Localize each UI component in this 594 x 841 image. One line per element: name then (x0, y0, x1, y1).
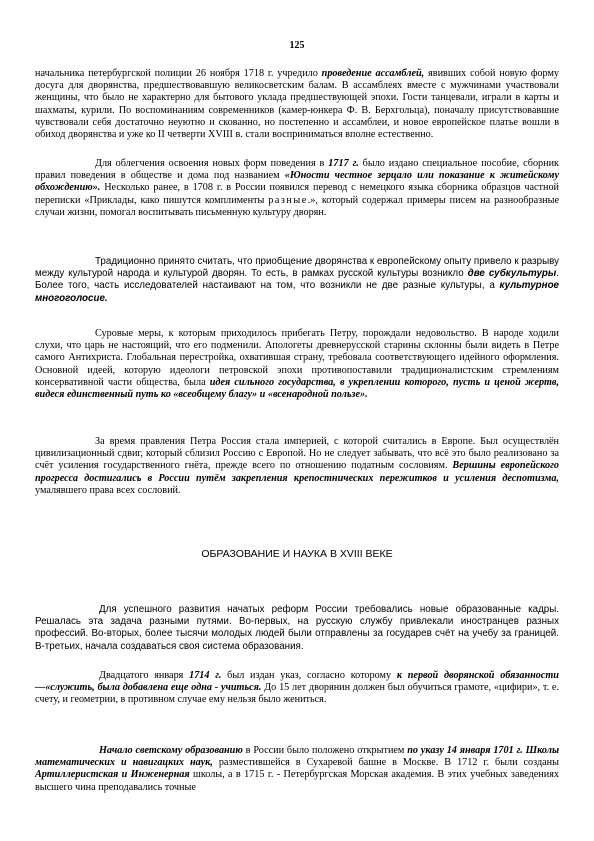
text: явивших собой новую форму досуга для дворянства, предшествовавшую великосветским балам. В ассамблеях вместе с мужчинами участвовали женщины, что было не характерно для бытового уклада предшествующей эпохи. Гости танцевали, играли в карты и шахматы, курили. По воспоминаниям современников (камер-юнкера Ф. В. Берхгольца), поначалу присутствовавшие чувствовали себя достаточно неуютно и скованно, но постепенно и ассамблеи, и новое европейское платье вошли в обиход дворянства и уже ко II четверти XVIII в. стали восприниматься вполне естественно. (35, 68, 559, 141)
emphasis: Артиллеристская и Инженерная (35, 769, 190, 781)
paragraph-etiquette (35, 158, 559, 219)
emphasis: культурное многоголосие. (35, 280, 559, 304)
emphasis: к первой дворянской обязанности —«служить, была добавлена еще одна - учиться. (35, 670, 559, 694)
text: . Более того, часть исследователей настаивают на том, что возникли не две разные культуры, а (35, 268, 559, 292)
emphasis: Начало светскому образованию (99, 745, 243, 756)
paragraph-subcultures (35, 256, 559, 305)
paragraph-discontent (35, 328, 559, 401)
emphasis: Вершины европейского прогресса достигались в России путём закрепления крепостнических пережитков и усиления деспотизма, (35, 460, 559, 484)
text: было издано специальное пособие, сборник правил поведения в обществе и дома под названием (35, 158, 559, 182)
text: Традиционно принято считать, что приобщение дворянства к европейскому опыту привело к разрыву между культурой народа и культурой дворян. То есть, в рамках русской культуры возникло (35, 256, 560, 280)
paragraph-assemblies (35, 68, 559, 141)
text: До 15 лет дворянин должен был обучиться грамоте, «цифири», т. е. счету, и геометрии, в противном случае ему нельзя было жениться. (35, 682, 559, 706)
text: ды, како пишутся комплименты (121, 194, 269, 206)
paragraph-secular-education (35, 745, 559, 794)
text: начальника петербургской полиции 26 ноября 1718 г. учредило (35, 68, 322, 79)
emphasis: 1717 г. (328, 158, 359, 169)
text: Двадцатого января (99, 670, 190, 681)
emphasis: проведение ассамблей, (321, 68, 425, 79)
text: Суровые меры, к которым приходилось прибегать Петру, порождали недовольство. В народе ходили слухи, что царь не настоящий, что его подменили. Апологеты древнерусской старины склонны были видеть в Петре самого Антихриста. Глобальная перестройка, охватившая страну, требовала соответствующего идейного оформления. Основной идеей, которую идеологи петровской эпохи противопоставили традиционалистским стремлениям консервативной части общества, была (35, 328, 559, 388)
emphasis: по указу 14 января 1701 г. Школы математических и навигацких наук, (35, 745, 560, 769)
text: .», который содержал примеры писем на разнообразные случаи жизни, помогал воспитывать письменную культуру дворян. (35, 194, 559, 218)
text: в России было положено открытием (242, 745, 408, 756)
paragraph-empire (35, 436, 559, 497)
text: разместившейся в Сухаревой башне в Москве. В 1712 г. были созданы (212, 757, 559, 769)
paragraph-cadres (35, 604, 559, 653)
emphasis: 1714 г. (189, 670, 222, 681)
paragraph-decree-1714 (35, 670, 559, 707)
text: школы, а в 1715 г. - Петербургская Морская академия. В этих учебных заведениях высшего чина преподавались точные (35, 769, 560, 793)
emphasis: две субкультуры (467, 268, 557, 280)
text: Несколько ранее, в 1708 г. в России появился перевод с немецкого языка сборника образцов частной переписки «Прикл (35, 182, 559, 206)
text: а (117, 194, 122, 206)
section-heading: ОБРАЗОВАНИЕ И НАУКА В XVIII ВЕКЕ (201, 548, 393, 560)
text: За время правления Петра Россия стала империей, с которой считались в Европе. Был осуществлён цивилизационный сдвиг, который сблизил Россию с Европой. Но не следует забывать, что всё это было реализовано за счёт усиления государственного гнёта, прежде всего по отношению податным сословиям. (35, 436, 559, 472)
text: умалявшего права всех сословий. (35, 484, 181, 496)
emphasis: «Юности честное зерцало или показание к житейскому обхождению». (35, 170, 559, 194)
spaced-text: разные (268, 194, 308, 206)
text: был издан указ, согласно которому (221, 670, 397, 681)
page-number: 125 (289, 40, 305, 51)
emphasis: идея сильного государства, в укреплении которого, пусть и ценой жертв, видеся единственный путь ко «всеобщему благу» и «всенародной пользе». (35, 376, 559, 401)
text: Для успешного развития начатых реформ России требовались новые образованные кадры. Решалась эта задача разными путями. Во-первых, на русскую службу привлекали иностранцев разных профессий. Во-вторых, более тысячи молодых людей были отправлены за государев счёт на учебу за границей. В-третьих, начала создаваться своя система образования. (35, 604, 559, 652)
text: Для облегчения освоения новых форм поведения в (95, 158, 329, 169)
